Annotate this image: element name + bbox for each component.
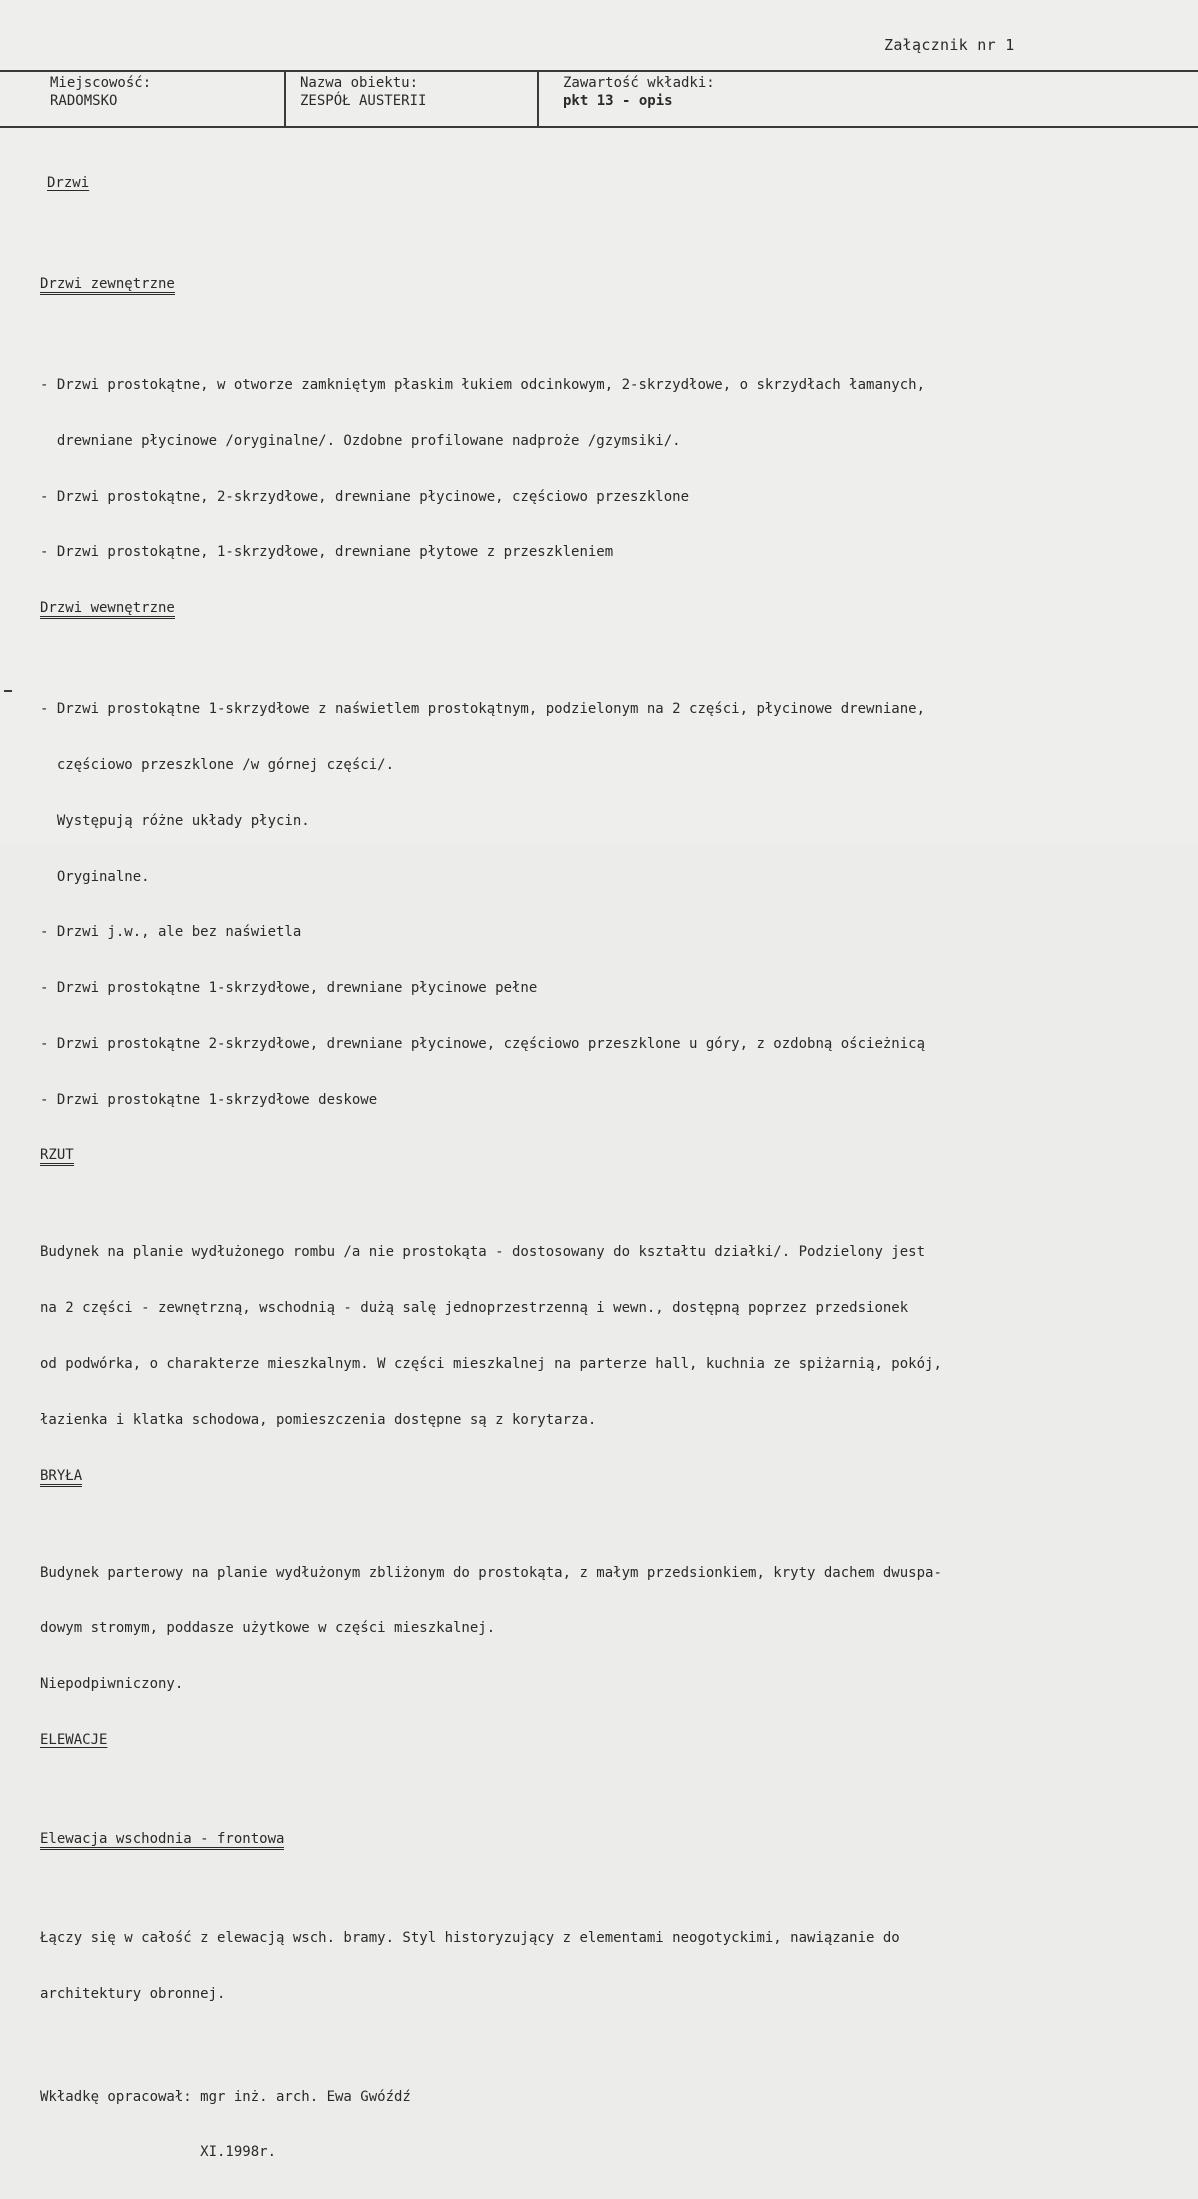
interior-line: - Drzwi prostokątne 2-skrzydłowe, drewniane płycinowe, częściowo przeszklone u góry, z ozdobną ościeżnicą	[40, 1035, 926, 1052]
east-line: Łączy się w całość z elewacją wsch. bramy. Styl historyzujący z elementami neogotyckimi, nawiązanie do	[40, 1929, 900, 1946]
mass-heading-line	[40, 1467, 1170, 1486]
exterior-line: - Drzwi prostokątne, 2-skrzydłowe, drewniane płycinowe, częściowo przeszklone	[40, 488, 690, 505]
doors-heading: Drzwi	[47, 175, 90, 192]
header-object	[300, 74, 426, 110]
east-heading-line	[40, 1830, 1170, 1849]
exterior-heading: Drzwi zewnętrzne	[40, 276, 175, 295]
header-content	[563, 74, 715, 110]
exterior-line: - Drzwi prostokątne, w otworze zamkniętym płaskim łukiem odcinkowym, 2-skrzydłowe, o skrzydłach łamanych,	[40, 377, 926, 394]
mass-line: Niepodpiwniczony.	[40, 1676, 184, 1693]
interior-line: - Drzwi prostokątne 1-skrzydłowe z naświetlem prostokątnym, podzielonym na 2 części, płycinowe drewniane,	[40, 701, 926, 718]
interior-line: Oryginalne.	[40, 868, 150, 885]
plan-heading-line	[40, 1146, 1170, 1165]
east-elevation-heading: Elewacja wschodnia - frontowa	[40, 1831, 284, 1850]
doors-heading-line	[40, 174, 1170, 193]
object-label: Nazwa obiektu:	[300, 75, 419, 91]
attachment-label: Załącznik nr 1	[884, 36, 1015, 54]
header-divider-1	[284, 70, 286, 128]
header-bottom-rule	[0, 126, 1198, 128]
interior-line: - Drzwi prostokątne 1-skrzydłowe, drewniane płycinowe pełne	[40, 980, 538, 997]
interior-heading: Drzwi wewnętrzne	[40, 600, 175, 619]
elevations-heading-line	[40, 1731, 1170, 1750]
header-divider-2	[537, 70, 539, 128]
content-value: pkt 13 - opis	[563, 93, 673, 109]
description-body	[40, 137, 1170, 2199]
interior-line: - Drzwi prostokątne 1-skrzydłowe deskowe	[40, 1091, 378, 1108]
elevations-heading: ELEWACJE	[40, 1731, 108, 1748]
plan-line: Budynek na planie wydłużonego rombu /a nie prostokąta - dostosowany do kształtu działki/. Podzielony jest	[40, 1244, 926, 1261]
exterior-line: drewniane płycinowe /oryginalne/. Ozdobne profilowane nadproże /gzymsiki/.	[40, 432, 681, 449]
header-location	[50, 74, 151, 110]
plan-heading: RZUT	[40, 1147, 74, 1166]
mass-line: Budynek parterowy na planie wydłużonym zbliżonym do prostokąta, z małym przedsionkiem, kryty dachem dwuspa-	[40, 1564, 942, 1581]
location-label: Miejscowość:	[50, 75, 152, 91]
prepared-date: XI.1998r.	[40, 2144, 277, 2161]
interior-line: Występują różne układy płycin.	[40, 812, 310, 829]
plan-line: od podwórka, o charakterze mieszkalnym. W części mieszkalnej na parterze hall, kuchnia ze spiżarnią, pokój,	[40, 1356, 942, 1372]
mass-line: dowym stromym, poddasze użytkowe w części mieszkalnej.	[40, 1620, 496, 1637]
plan-line: na 2 części - zewnętrzną, wschodnią - dużą salę jednoprzestrzenną i wewn., dostępną poprzez przedsionek	[40, 1300, 909, 1317]
margin-tick-mark	[4, 690, 12, 692]
exterior-line: - Drzwi prostokątne, 1-skrzydłowe, drewniane płytowe z przeszkleniem	[40, 544, 614, 561]
content-label: Zawartość wkładki:	[563, 75, 715, 91]
location-value: RADOMSKO	[50, 93, 118, 109]
interior-heading-line	[40, 599, 1170, 618]
interior-line: częściowo przeszklone /w górnej części/.	[40, 757, 395, 773]
header-top-rule	[0, 70, 1198, 72]
mass-heading: BRYŁA	[40, 1468, 82, 1487]
interior-line: - Drzwi j.w., ale bez naświetla	[40, 924, 302, 941]
east-line: architektury obronnej.	[40, 1985, 226, 2002]
exterior-heading-line	[40, 275, 1170, 294]
prepared-by: Wkładkę opracował: mgr inż. arch. Ewa Gwóźdź	[40, 2088, 411, 2105]
object-value: ZESPÓŁ AUSTERII	[300, 93, 427, 109]
plan-line: łazienka i klatka schodowa, pomieszczenia dostępne są z korytarza.	[40, 1411, 597, 1428]
